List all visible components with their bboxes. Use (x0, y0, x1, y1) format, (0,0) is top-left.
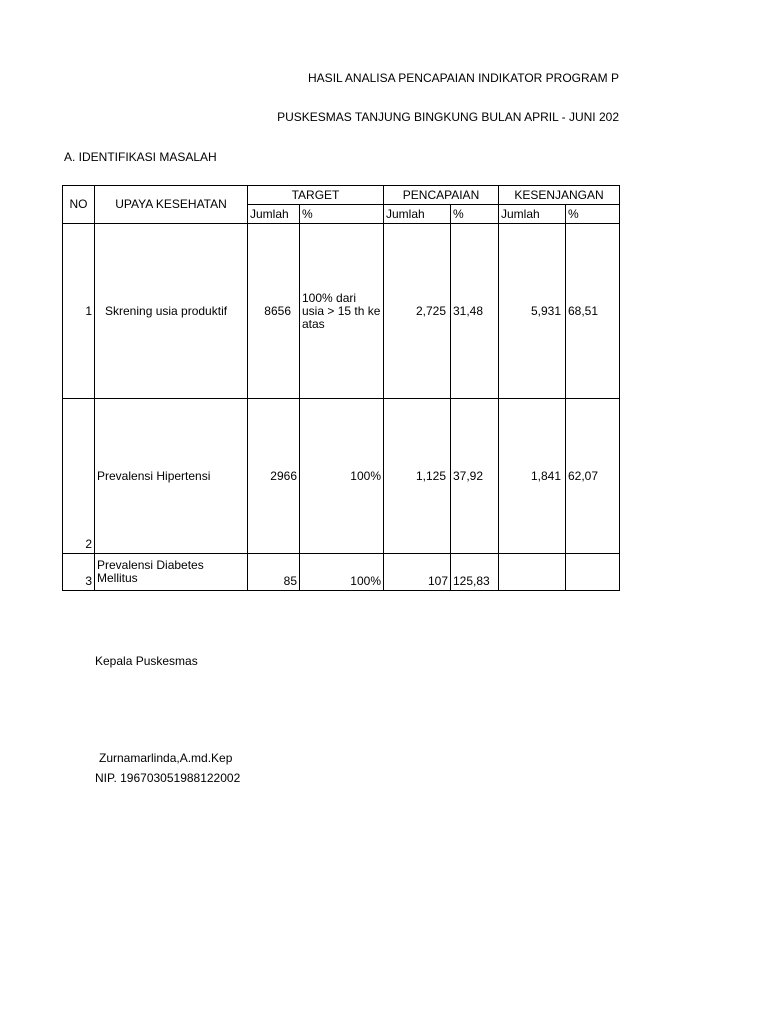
row-pencapaian-pct: 31,48 (451, 224, 499, 399)
header-upaya: UPAYA KESEHATAN (95, 186, 248, 224)
row-target-pct: 100% (300, 399, 384, 554)
row-target-pct: 100% (300, 554, 384, 591)
row-no: 1 (63, 224, 95, 399)
header-pencapaian: PENCAPAIAN (384, 186, 499, 205)
row-no: 2 (63, 399, 95, 554)
header-no: NO (63, 186, 95, 224)
table-row (63, 554, 620, 591)
row-pencapaian-jumlah: 107 (384, 554, 451, 591)
section-title: A. IDENTIFIKASI MASALAH (64, 150, 217, 164)
row-target-jumlah: 2966 (248, 399, 300, 554)
row-pencapaian-jumlah: 2,725 (384, 224, 451, 399)
subheader-pencapaian-pct: % (451, 205, 499, 224)
row-target-pct: 100% dari usia > 15 th ke atas (300, 224, 384, 399)
report-title: HASIL ANALISA PENCAPAIAN INDIKATOR PROGRAM P (308, 71, 619, 85)
row-kesenjangan-pct: 62,07 (566, 399, 620, 554)
header-kesenjangan: KESENJANGAN (499, 186, 620, 205)
row-upaya: Skrening usia produktif (95, 224, 248, 399)
header-target: TARGET (248, 186, 384, 205)
row-kesenjangan-jumlah: 1,841 (499, 399, 566, 554)
subheader-target-jumlah: Jumlah (248, 205, 300, 224)
subheader-kesenjangan-jumlah: Jumlah (499, 205, 566, 224)
signature-title: Kepala Puskesmas (95, 654, 198, 668)
row-target-jumlah: 85 (248, 554, 300, 591)
subheader-kesenjangan-pct: % (566, 205, 620, 224)
row-upaya: Prevalensi Hipertensi (95, 399, 248, 554)
signature-name: Zurnamarlinda,A.md.Kep (99, 751, 233, 765)
signature-nip: NIP. 196703051988122002 (95, 771, 241, 785)
row-pencapaian-pct: 37,92 (451, 399, 499, 554)
header-row (63, 186, 620, 205)
subheader-pencapaian-jumlah: Jumlah (384, 205, 451, 224)
table-row (63, 399, 620, 554)
row-target-jumlah: 8656 (248, 224, 300, 399)
indicator-table (62, 185, 620, 591)
row-kesenjangan-pct: 68,51 (566, 224, 620, 399)
row-kesenjangan-pct (566, 554, 620, 591)
row-upaya: Prevalensi Diabetes Mellitus (95, 554, 248, 591)
row-pencapaian-pct: 125,83 (451, 554, 499, 591)
row-kesenjangan-jumlah: 5,931 (499, 224, 566, 399)
table-row (63, 224, 620, 399)
row-pencapaian-jumlah: 1,125 (384, 399, 451, 554)
report-subtitle: PUSKESMAS TANJUNG BINGKUNG BULAN APRIL - JUNI 202 (277, 110, 619, 124)
row-no: 3 (63, 554, 95, 591)
row-kesenjangan-jumlah (499, 554, 566, 591)
subheader-target-pct: % (300, 205, 384, 224)
